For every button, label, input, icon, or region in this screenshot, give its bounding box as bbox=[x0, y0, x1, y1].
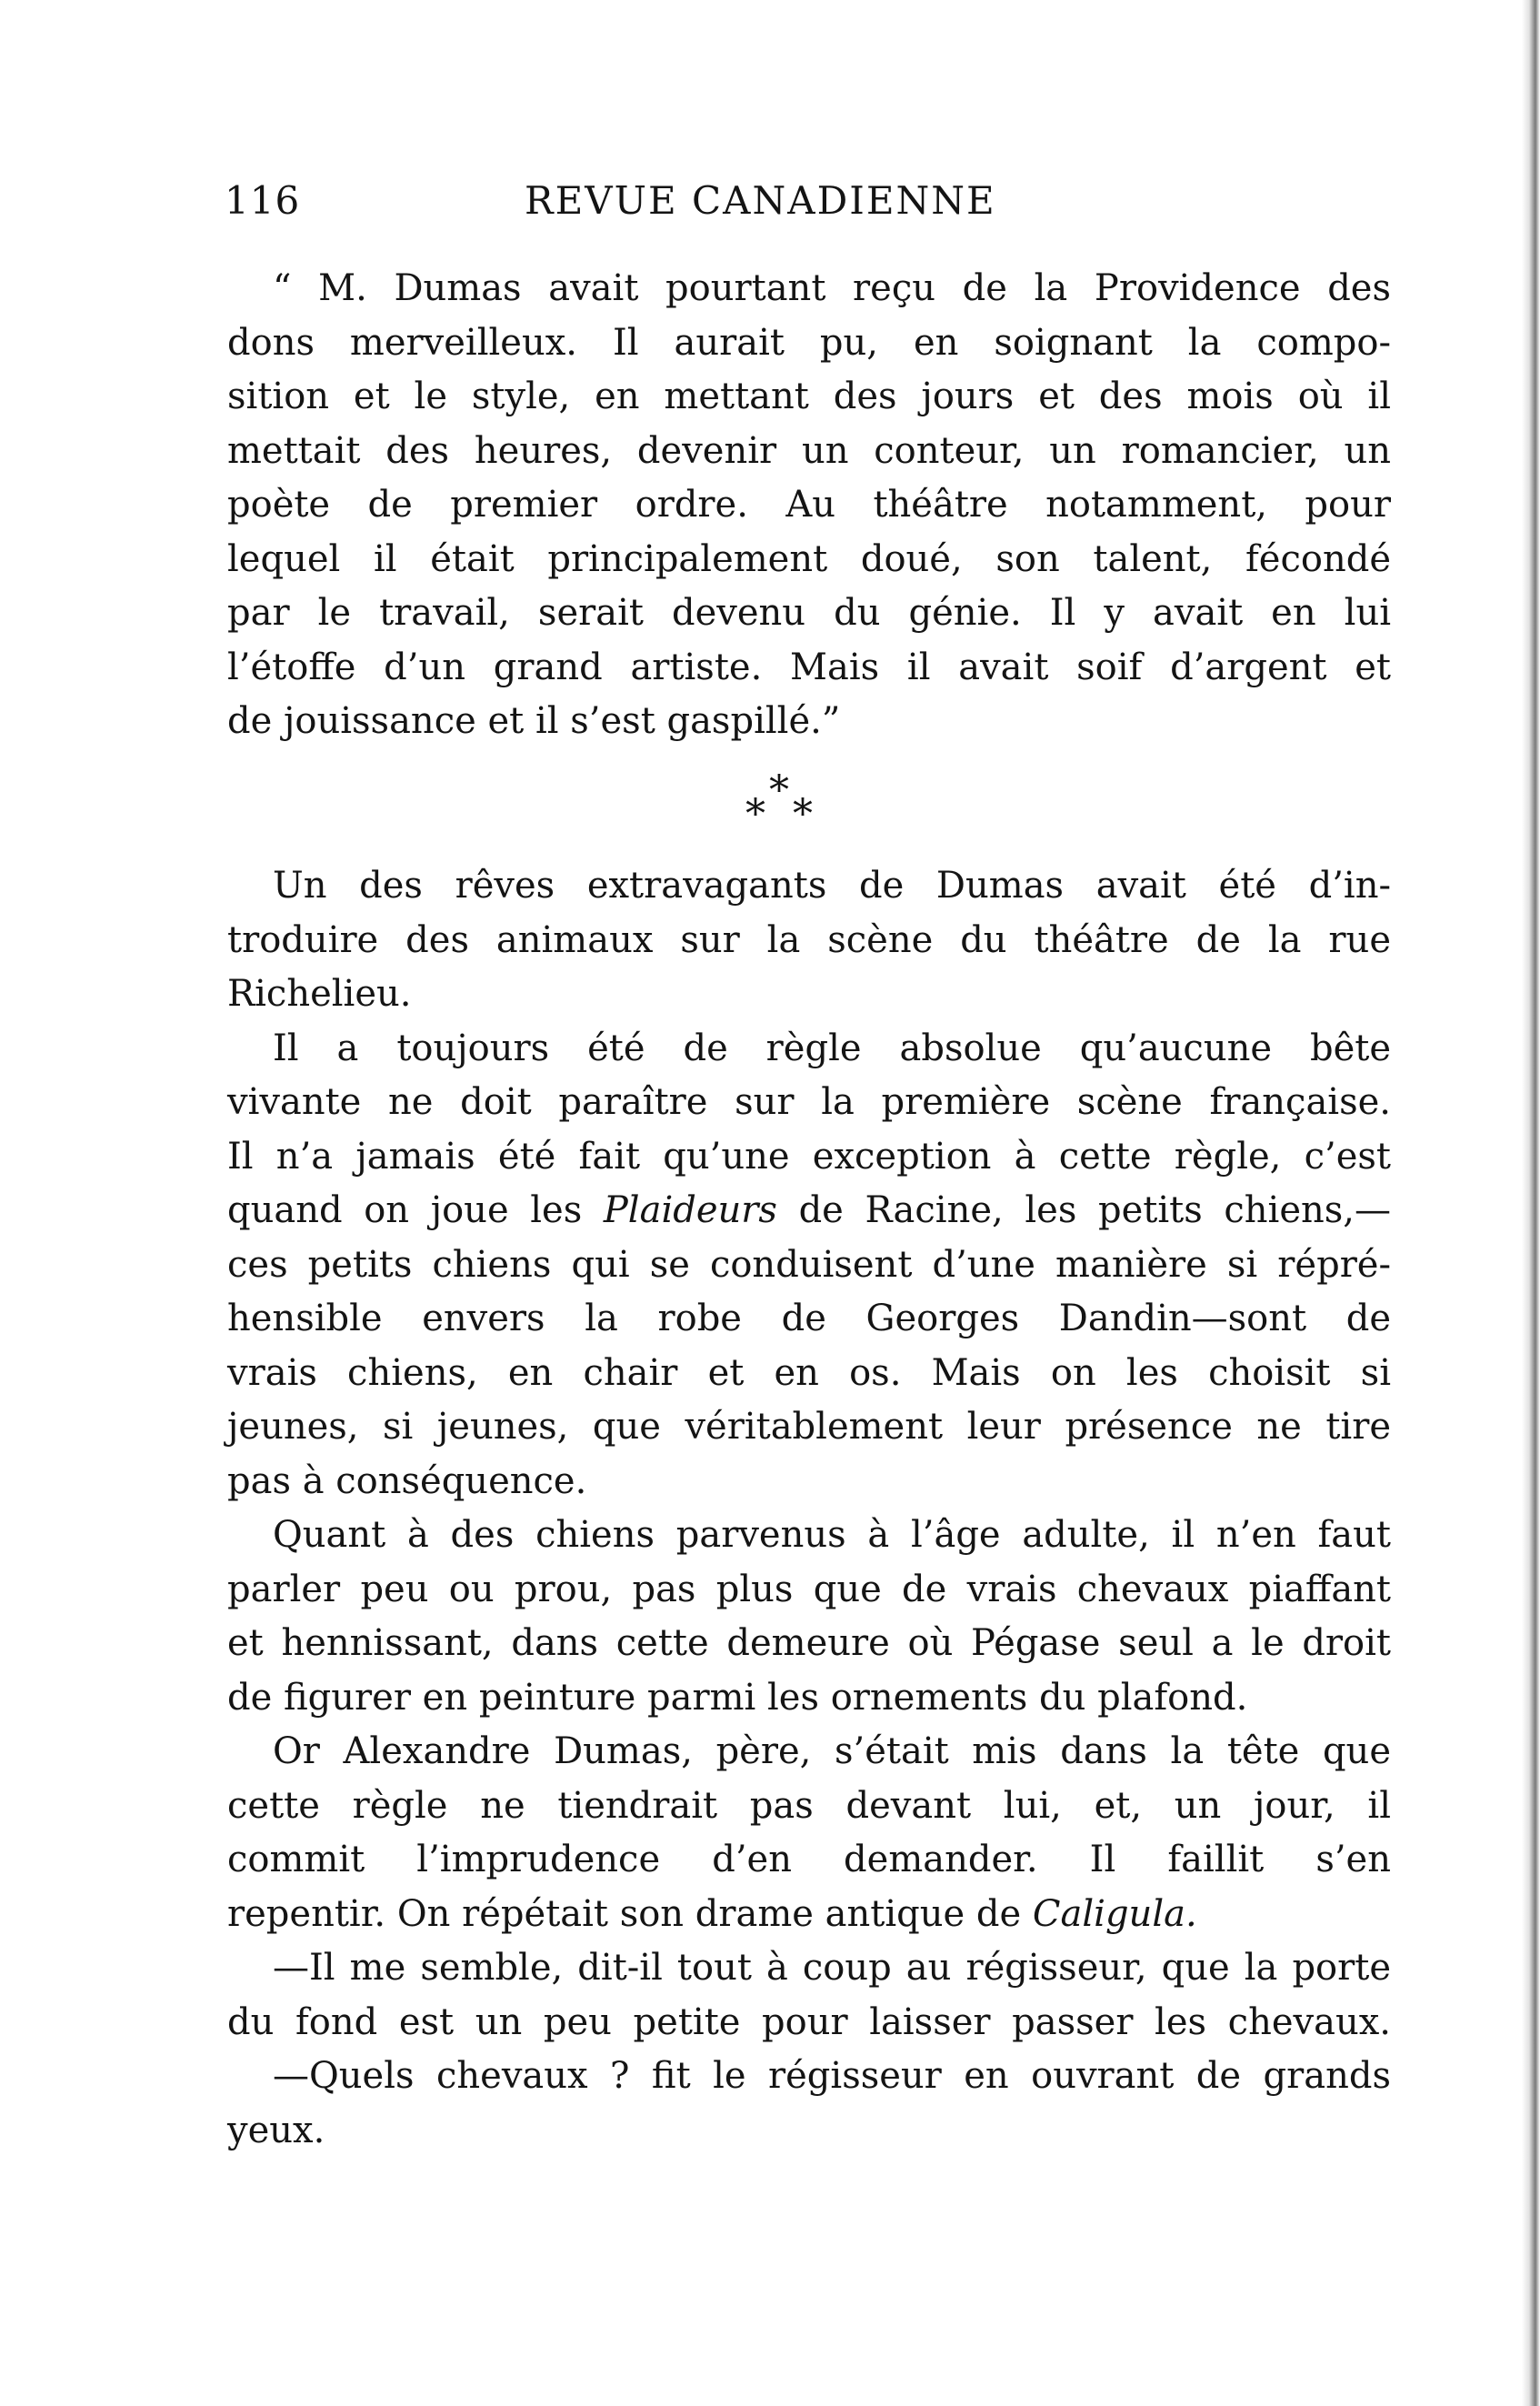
asterism-separator bbox=[745, 767, 836, 837]
asterisk-icon: * bbox=[745, 791, 765, 837]
text-line: —Il me semble, dit-il tout à coup au régisseur, que la porte bbox=[273, 1947, 1391, 1989]
text-line: sition et le style, en mettant des jours et des mois où il bbox=[227, 376, 1391, 417]
text-line: Richelieu. bbox=[227, 973, 412, 1015]
text-segment: quand on joue les bbox=[227, 1189, 604, 1231]
text-line: Un des rêves extravagants de Dumas avait été d’in- bbox=[273, 865, 1391, 907]
text-segment: repentir. On répétait son drame antique de bbox=[227, 1892, 1033, 1935]
page-header bbox=[225, 178, 1015, 233]
body-text bbox=[227, 859, 1391, 2158]
text-line: dons merveilleux. Il aurait pu, en soignant la compo- bbox=[227, 321, 1391, 364]
text-line: poète de premier ordre. Au théâtre notamment, pour bbox=[227, 484, 1391, 526]
text-line: hensible envers la robe de Georges Dandin—sont de bbox=[227, 1298, 1391, 1339]
text-segment: de Racine, les petits chiens,— bbox=[776, 1189, 1391, 1231]
text-line: pas à conséquence. bbox=[227, 1459, 587, 1502]
text-line bbox=[227, 1888, 1391, 1942]
text-line: —Quels chevaux ? fit le régisseur en ouvrant de grands bbox=[273, 2055, 1391, 2097]
text-line: lequel il était principalement doué, son talent, fécondé bbox=[227, 537, 1391, 580]
text-line: parler peu ou prou, pas plus que de vrais chevaux piaffant bbox=[227, 1568, 1391, 1610]
italic-title: Plaideurs bbox=[603, 1189, 777, 1231]
asterisk-icon: * bbox=[769, 767, 789, 814]
asterisk-icon: * bbox=[793, 791, 813, 837]
text-line: “ M. Dumas avait pourtant reçu de la Providence des bbox=[273, 267, 1391, 309]
text-line: Il a toujours été de règle absolue qu’aucune bête bbox=[273, 1027, 1391, 1069]
text-line: mettait des heures, devenir un conteur, un romancier, un bbox=[227, 429, 1391, 472]
text-line: et hennissant, dans cette demeure où Pégase seul a le droit bbox=[227, 1622, 1391, 1664]
text-line: Or Alexandre Dumas, père, s’était mis dans la tête que bbox=[273, 1730, 1391, 1772]
text-line: du fond est un peu petite pour laisser passer les chevaux. bbox=[227, 2000, 1391, 2043]
text-line: de figurer en peinture parmi les ornements du plafond. bbox=[227, 1676, 1248, 1719]
text-line: cette règle ne tiendrait pas devant lui, et, un jour, il bbox=[227, 1784, 1391, 1827]
text-line: par le travail, serait devenu du génie. Il y avait en lui bbox=[227, 592, 1391, 634]
text-line: troduire des animaux sur la scène du théâtre de la rue bbox=[227, 918, 1391, 961]
text-line: vrais chiens, en chair et en os. Mais on les choisit si bbox=[227, 1351, 1391, 1394]
text-line: de jouissance et il s’est gaspillé.” bbox=[227, 700, 841, 742]
page-number: 116 bbox=[225, 178, 301, 223]
text-line: yeux. bbox=[227, 2109, 325, 2151]
text-line bbox=[227, 1184, 1391, 1238]
quotation-paragraph bbox=[227, 262, 1391, 749]
text-line: Quant à des chiens parvenus à l’âge adulte, il n’en faut bbox=[273, 1514, 1391, 1556]
text-line: ces petits chiens qui se conduisent d’une manière si répré- bbox=[227, 1243, 1391, 1286]
italic-title: Caligula. bbox=[1032, 1892, 1197, 1935]
text-line: Il n’a jamais été fait qu’une exception à cette règle, c’est bbox=[227, 1135, 1391, 1178]
text-line: vivante ne doit paraître sur la première scène française. bbox=[227, 1081, 1391, 1123]
running-title: REVUE CANADIENNE bbox=[525, 178, 996, 223]
text-line: jeunes, si jeunes, que véritablement leur présence ne tire bbox=[227, 1406, 1391, 1448]
text-line: l’étoffe d’un grand artiste. Mais il avait soif d’argent et bbox=[227, 646, 1391, 688]
scan-edge-shadow bbox=[1522, 0, 1540, 2406]
text-line: commit l’imprudence d’en demander. Il faillit s’en bbox=[227, 1839, 1391, 1880]
